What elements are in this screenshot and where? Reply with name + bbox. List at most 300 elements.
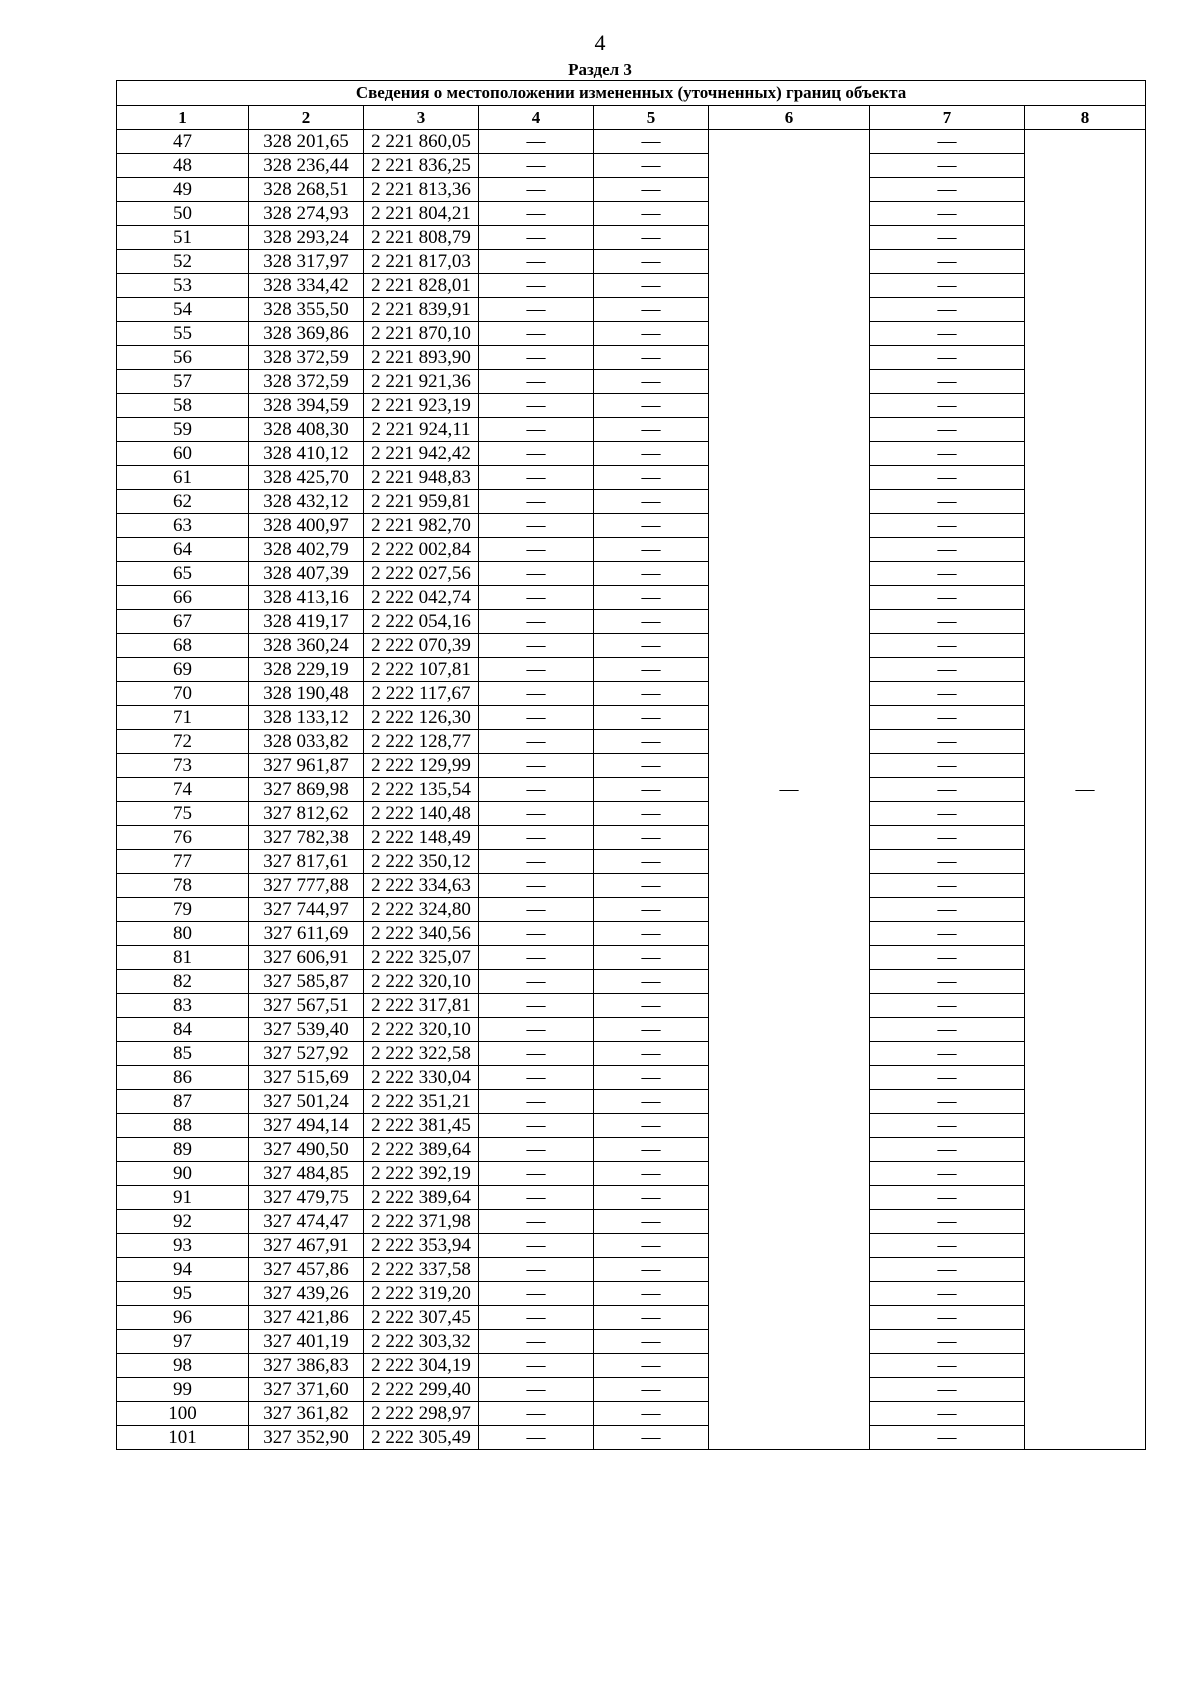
- y-coordinate-cell: 2 221 808,79: [364, 226, 479, 250]
- column-5-cell: —: [594, 1210, 709, 1234]
- x-coordinate-cell: 327 611,69: [249, 922, 364, 946]
- table-row: [117, 154, 1146, 178]
- table-row: [117, 994, 1146, 1018]
- column-4-cell: —: [479, 250, 594, 274]
- column-4-cell: —: [479, 922, 594, 946]
- table-row: [117, 418, 1146, 442]
- column-7-cell: —: [870, 1162, 1025, 1186]
- column-7-cell: —: [870, 778, 1025, 802]
- y-coordinate-cell: 2 221 942,42: [364, 442, 479, 466]
- y-coordinate-cell: 2 222 027,56: [364, 562, 479, 586]
- point-number-cell: 69: [117, 658, 249, 682]
- column-4-cell: —: [479, 1426, 594, 1450]
- column-7-cell: —: [870, 1090, 1025, 1114]
- x-coordinate-cell: 328 229,19: [249, 658, 364, 682]
- point-number-cell: 50: [117, 202, 249, 226]
- column-4-cell: —: [479, 178, 594, 202]
- table-row: [117, 1234, 1146, 1258]
- y-coordinate-cell: 2 222 140,48: [364, 802, 479, 826]
- y-coordinate-cell: 2 222 334,63: [364, 874, 479, 898]
- column-header: 5: [594, 106, 709, 130]
- x-coordinate-cell: 327 777,88: [249, 874, 364, 898]
- x-coordinate-cell: 327 361,82: [249, 1402, 364, 1426]
- point-number-cell: 101: [117, 1426, 249, 1450]
- column-5-cell: —: [594, 1258, 709, 1282]
- x-coordinate-cell: 327 352,90: [249, 1426, 364, 1450]
- column-5-cell: —: [594, 274, 709, 298]
- column-8-merged-cell: —: [1025, 130, 1146, 1450]
- column-7-cell: —: [870, 1306, 1025, 1330]
- y-coordinate-cell: 2 222 148,49: [364, 826, 479, 850]
- column-5-cell: —: [594, 706, 709, 730]
- column-5-cell: —: [594, 754, 709, 778]
- column-header: 3: [364, 106, 479, 130]
- point-number-cell: 100: [117, 1402, 249, 1426]
- y-coordinate-cell: 2 222 129,99: [364, 754, 479, 778]
- y-coordinate-cell: 2 222 126,30: [364, 706, 479, 730]
- point-number-cell: 75: [117, 802, 249, 826]
- point-number-cell: 54: [117, 298, 249, 322]
- table-row: [117, 970, 1146, 994]
- y-coordinate-cell: 2 221 893,90: [364, 346, 479, 370]
- x-coordinate-cell: 328 355,50: [249, 298, 364, 322]
- point-number-cell: 82: [117, 970, 249, 994]
- column-4-cell: —: [479, 874, 594, 898]
- table-body: [117, 130, 1146, 1450]
- table-row: [117, 946, 1146, 970]
- column-7-cell: —: [870, 418, 1025, 442]
- y-coordinate-cell: 2 221 959,81: [364, 490, 479, 514]
- column-5-cell: —: [594, 1306, 709, 1330]
- x-coordinate-cell: 327 515,69: [249, 1066, 364, 1090]
- column-7-cell: —: [870, 346, 1025, 370]
- y-coordinate-cell: 2 222 135,54: [364, 778, 479, 802]
- table-row: [117, 202, 1146, 226]
- x-coordinate-cell: 328 394,59: [249, 394, 364, 418]
- column-header: 2: [249, 106, 364, 130]
- column-5-cell: —: [594, 922, 709, 946]
- x-coordinate-cell: 327 567,51: [249, 994, 364, 1018]
- column-7-cell: —: [870, 514, 1025, 538]
- column-4-cell: —: [479, 946, 594, 970]
- point-number-cell: 88: [117, 1114, 249, 1138]
- column-4-cell: —: [479, 634, 594, 658]
- table-row: [117, 658, 1146, 682]
- table-row: [117, 1210, 1146, 1234]
- column-5-cell: —: [594, 154, 709, 178]
- column-5-cell: —: [594, 898, 709, 922]
- x-coordinate-cell: 328 372,59: [249, 370, 364, 394]
- point-number-cell: 86: [117, 1066, 249, 1090]
- column-7-cell: —: [870, 706, 1025, 730]
- table-row: [117, 346, 1146, 370]
- y-coordinate-cell: 2 222 319,20: [364, 1282, 479, 1306]
- column-4-cell: —: [479, 1402, 594, 1426]
- table-row: [117, 850, 1146, 874]
- column-7-cell: —: [870, 658, 1025, 682]
- y-coordinate-cell: 2 221 804,21: [364, 202, 479, 226]
- x-coordinate-cell: 327 479,75: [249, 1186, 364, 1210]
- column-4-cell: —: [479, 298, 594, 322]
- table-row: [117, 1354, 1146, 1378]
- column-4-cell: —: [479, 202, 594, 226]
- column-4-cell: —: [479, 826, 594, 850]
- point-number-cell: 52: [117, 250, 249, 274]
- column-7-cell: —: [870, 442, 1025, 466]
- column-4-cell: —: [479, 1282, 594, 1306]
- column-7-cell: —: [870, 490, 1025, 514]
- column-7-cell: —: [870, 682, 1025, 706]
- column-5-cell: —: [594, 466, 709, 490]
- column-7-cell: —: [870, 298, 1025, 322]
- point-number-cell: 61: [117, 466, 249, 490]
- column-5-cell: —: [594, 370, 709, 394]
- point-number-cell: 65: [117, 562, 249, 586]
- x-coordinate-cell: 328 410,12: [249, 442, 364, 466]
- y-coordinate-cell: 2 222 371,98: [364, 1210, 479, 1234]
- page-number: 4: [594, 30, 606, 55]
- table-row: [117, 466, 1146, 490]
- column-4-cell: —: [479, 442, 594, 466]
- table-row: [117, 274, 1146, 298]
- column-7-cell: —: [870, 202, 1025, 226]
- column-4-cell: —: [479, 1138, 594, 1162]
- x-coordinate-cell: 327 744,97: [249, 898, 364, 922]
- point-number-cell: 63: [117, 514, 249, 538]
- column-6-merged-cell: —: [709, 130, 870, 1450]
- x-coordinate-cell: 328 419,17: [249, 610, 364, 634]
- point-number-cell: 93: [117, 1234, 249, 1258]
- column-4-cell: —: [479, 1018, 594, 1042]
- point-number-cell: 53: [117, 274, 249, 298]
- x-coordinate-cell: 327 812,62: [249, 802, 364, 826]
- column-5-cell: —: [594, 1354, 709, 1378]
- y-coordinate-cell: 2 221 817,03: [364, 250, 479, 274]
- column-5-cell: —: [594, 874, 709, 898]
- point-number-cell: 56: [117, 346, 249, 370]
- column-5-cell: —: [594, 1090, 709, 1114]
- column-4-cell: —: [479, 1066, 594, 1090]
- point-number-cell: 95: [117, 1282, 249, 1306]
- x-coordinate-cell: 328 360,24: [249, 634, 364, 658]
- point-number-cell: 57: [117, 370, 249, 394]
- column-7-cell: —: [870, 466, 1025, 490]
- column-header: 1: [117, 106, 249, 130]
- y-coordinate-cell: 2 222 340,56: [364, 922, 479, 946]
- column-5-cell: —: [594, 562, 709, 586]
- point-number-cell: 58: [117, 394, 249, 418]
- table-row: [117, 298, 1146, 322]
- x-coordinate-cell: 327 782,38: [249, 826, 364, 850]
- section-title: Раздел 3: [568, 60, 632, 79]
- x-coordinate-cell: 327 539,40: [249, 1018, 364, 1042]
- table-row: [117, 226, 1146, 250]
- x-coordinate-cell: 328 425,70: [249, 466, 364, 490]
- point-number-cell: 68: [117, 634, 249, 658]
- x-coordinate-cell: 327 401,19: [249, 1330, 364, 1354]
- column-5-cell: —: [594, 1066, 709, 1090]
- table-row: [117, 1306, 1146, 1330]
- point-number-cell: 80: [117, 922, 249, 946]
- column-7-cell: —: [870, 922, 1025, 946]
- x-coordinate-cell: 327 467,91: [249, 1234, 364, 1258]
- column-5-cell: —: [594, 250, 709, 274]
- column-7-cell: —: [870, 1234, 1025, 1258]
- y-coordinate-cell: 2 222 325,07: [364, 946, 479, 970]
- table-row: [117, 1330, 1146, 1354]
- table-row: [117, 130, 1146, 154]
- y-coordinate-cell: 2 221 948,83: [364, 466, 479, 490]
- column-4-cell: —: [479, 1306, 594, 1330]
- table-row: [117, 634, 1146, 658]
- column-4-cell: —: [479, 490, 594, 514]
- table-row: [117, 706, 1146, 730]
- point-number-cell: 55: [117, 322, 249, 346]
- column-7-cell: —: [870, 274, 1025, 298]
- column-4-cell: —: [479, 514, 594, 538]
- column-5-cell: —: [594, 994, 709, 1018]
- column-7-cell: —: [870, 1330, 1025, 1354]
- column-4-cell: —: [479, 658, 594, 682]
- y-coordinate-cell: 2 222 107,81: [364, 658, 479, 682]
- table-row: [117, 898, 1146, 922]
- column-5-cell: —: [594, 658, 709, 682]
- point-number-cell: 85: [117, 1042, 249, 1066]
- y-coordinate-cell: 2 222 002,84: [364, 538, 479, 562]
- column-5-cell: —: [594, 946, 709, 970]
- column-4-cell: —: [479, 1186, 594, 1210]
- column-header: 6: [709, 106, 870, 130]
- table-row: [117, 682, 1146, 706]
- x-coordinate-cell: 328 408,30: [249, 418, 364, 442]
- x-coordinate-cell: 328 334,42: [249, 274, 364, 298]
- y-coordinate-cell: 2 222 320,10: [364, 1018, 479, 1042]
- point-number-cell: 73: [117, 754, 249, 778]
- point-number-cell: 92: [117, 1210, 249, 1234]
- column-4-cell: —: [479, 802, 594, 826]
- point-number-cell: 62: [117, 490, 249, 514]
- point-number-cell: 49: [117, 178, 249, 202]
- column-4-cell: —: [479, 754, 594, 778]
- y-coordinate-cell: 2 222 317,81: [364, 994, 479, 1018]
- column-4-cell: —: [479, 538, 594, 562]
- column-4-cell: —: [479, 418, 594, 442]
- point-number-cell: 94: [117, 1258, 249, 1282]
- column-4-cell: —: [479, 706, 594, 730]
- column-7-cell: —: [870, 1210, 1025, 1234]
- table-row: [117, 394, 1146, 418]
- column-7-cell: —: [870, 970, 1025, 994]
- column-4-cell: —: [479, 730, 594, 754]
- column-header: 8: [1025, 106, 1146, 130]
- x-coordinate-cell: 327 421,86: [249, 1306, 364, 1330]
- column-4-cell: —: [479, 610, 594, 634]
- column-7-cell: —: [870, 754, 1025, 778]
- column-7-cell: —: [870, 322, 1025, 346]
- table-row: [117, 826, 1146, 850]
- point-number-cell: 66: [117, 586, 249, 610]
- x-coordinate-cell: 327 490,50: [249, 1138, 364, 1162]
- column-5-cell: —: [594, 1282, 709, 1306]
- column-5-cell: —: [594, 226, 709, 250]
- table-row: [117, 1162, 1146, 1186]
- table-row: [117, 250, 1146, 274]
- column-5-cell: —: [594, 538, 709, 562]
- point-number-cell: 84: [117, 1018, 249, 1042]
- x-coordinate-cell: 328 400,97: [249, 514, 364, 538]
- column-5-cell: —: [594, 610, 709, 634]
- y-coordinate-cell: 2 222 381,45: [364, 1114, 479, 1138]
- table-row: [117, 874, 1146, 898]
- column-4-cell: —: [479, 1378, 594, 1402]
- point-number-cell: 91: [117, 1186, 249, 1210]
- column-4-cell: —: [479, 562, 594, 586]
- column-7-cell: —: [870, 250, 1025, 274]
- column-7-cell: —: [870, 178, 1025, 202]
- column-5-cell: —: [594, 586, 709, 610]
- x-coordinate-cell: 327 527,92: [249, 1042, 364, 1066]
- y-coordinate-cell: 2 222 299,40: [364, 1378, 479, 1402]
- column-4-cell: —: [479, 1210, 594, 1234]
- column-4-cell: —: [479, 970, 594, 994]
- table-row: [117, 754, 1146, 778]
- column-5-cell: —: [594, 1042, 709, 1066]
- table-row: [117, 802, 1146, 826]
- point-number-cell: 96: [117, 1306, 249, 1330]
- y-coordinate-cell: 2 221 923,19: [364, 394, 479, 418]
- column-5-cell: —: [594, 826, 709, 850]
- column-7-cell: —: [870, 634, 1025, 658]
- column-4-cell: —: [479, 778, 594, 802]
- y-coordinate-cell: 2 222 351,21: [364, 1090, 479, 1114]
- point-number-cell: 78: [117, 874, 249, 898]
- point-number-cell: 87: [117, 1090, 249, 1114]
- point-number-cell: 67: [117, 610, 249, 634]
- x-coordinate-cell: 327 961,87: [249, 754, 364, 778]
- column-7-cell: —: [870, 1378, 1025, 1402]
- coordinates-table: [116, 80, 1146, 1450]
- y-coordinate-cell: 2 221 982,70: [364, 514, 479, 538]
- table-row: [117, 1042, 1146, 1066]
- column-4-cell: —: [479, 274, 594, 298]
- x-coordinate-cell: 327 457,86: [249, 1258, 364, 1282]
- column-7-cell: —: [870, 562, 1025, 586]
- column-5-cell: —: [594, 1378, 709, 1402]
- x-coordinate-cell: 327 494,14: [249, 1114, 364, 1138]
- table-row: [117, 1378, 1146, 1402]
- x-coordinate-cell: 328 274,93: [249, 202, 364, 226]
- y-coordinate-cell: 2 222 353,94: [364, 1234, 479, 1258]
- y-coordinate-cell: 2 222 303,32: [364, 1330, 479, 1354]
- column-5-cell: —: [594, 1018, 709, 1042]
- point-number-cell: 64: [117, 538, 249, 562]
- y-coordinate-cell: 2 222 330,04: [364, 1066, 479, 1090]
- column-header: 4: [479, 106, 594, 130]
- x-coordinate-cell: 327 606,91: [249, 946, 364, 970]
- x-coordinate-cell: 327 439,26: [249, 1282, 364, 1306]
- table-row: [117, 1282, 1146, 1306]
- column-7-cell: —: [870, 394, 1025, 418]
- x-coordinate-cell: 328 293,24: [249, 226, 364, 250]
- column-7-cell: —: [870, 226, 1025, 250]
- column-4-cell: —: [479, 1042, 594, 1066]
- y-coordinate-cell: 2 222 070,39: [364, 634, 479, 658]
- x-coordinate-cell: 327 474,47: [249, 1210, 364, 1234]
- y-coordinate-cell: 2 222 320,10: [364, 970, 479, 994]
- column-5-cell: —: [594, 682, 709, 706]
- point-number-cell: 74: [117, 778, 249, 802]
- x-coordinate-cell: 328 236,44: [249, 154, 364, 178]
- column-4-cell: —: [479, 370, 594, 394]
- column-5-cell: —: [594, 394, 709, 418]
- table-row: [117, 538, 1146, 562]
- point-number-cell: 59: [117, 418, 249, 442]
- y-coordinate-cell: 2 221 860,05: [364, 130, 479, 154]
- table-row: [117, 778, 1146, 802]
- column-7-cell: —: [870, 1186, 1025, 1210]
- x-coordinate-cell: 328 432,12: [249, 490, 364, 514]
- column-5-cell: —: [594, 346, 709, 370]
- column-5-cell: —: [594, 634, 709, 658]
- x-coordinate-cell: 328 190,48: [249, 682, 364, 706]
- x-coordinate-cell: 327 386,83: [249, 1354, 364, 1378]
- y-coordinate-cell: 2 222 305,49: [364, 1426, 479, 1450]
- column-4-cell: —: [479, 130, 594, 154]
- y-coordinate-cell: 2 221 870,10: [364, 322, 479, 346]
- column-4-cell: —: [479, 226, 594, 250]
- table-row: [117, 1090, 1146, 1114]
- table-row: [117, 1186, 1146, 1210]
- x-coordinate-cell: 328 268,51: [249, 178, 364, 202]
- column-4-cell: —: [479, 850, 594, 874]
- point-number-cell: 51: [117, 226, 249, 250]
- column-7-cell: —: [870, 826, 1025, 850]
- x-coordinate-cell: 327 484,85: [249, 1162, 364, 1186]
- column-5-cell: —: [594, 322, 709, 346]
- column-4-cell: —: [479, 1090, 594, 1114]
- column-7-cell: —: [870, 586, 1025, 610]
- y-coordinate-cell: 2 222 389,64: [364, 1138, 479, 1162]
- column-7-cell: —: [870, 1258, 1025, 1282]
- y-coordinate-cell: 2 221 828,01: [364, 274, 479, 298]
- table-row: [117, 490, 1146, 514]
- x-coordinate-cell: 328 133,12: [249, 706, 364, 730]
- column-5-cell: —: [594, 298, 709, 322]
- column-7-cell: —: [870, 1402, 1025, 1426]
- column-4-cell: —: [479, 394, 594, 418]
- column-4-cell: —: [479, 1354, 594, 1378]
- table-caption: Сведения о местоположении измененных (уточненных) границ объекта: [117, 81, 1146, 106]
- column-4-cell: —: [479, 994, 594, 1018]
- y-coordinate-cell: 2 221 924,11: [364, 418, 479, 442]
- column-7-cell: —: [870, 370, 1025, 394]
- column-7-cell: —: [870, 1354, 1025, 1378]
- x-coordinate-cell: 328 033,82: [249, 730, 364, 754]
- column-7-cell: —: [870, 802, 1025, 826]
- table-row: [117, 370, 1146, 394]
- y-coordinate-cell: 2 222 324,80: [364, 898, 479, 922]
- x-coordinate-cell: 327 869,98: [249, 778, 364, 802]
- column-5-cell: —: [594, 1234, 709, 1258]
- point-number-cell: 77: [117, 850, 249, 874]
- column-5-cell: —: [594, 970, 709, 994]
- table-row: [117, 1402, 1146, 1426]
- y-coordinate-cell: 2 222 304,19: [364, 1354, 479, 1378]
- y-coordinate-cell: 2 222 042,74: [364, 586, 479, 610]
- table-row: [117, 730, 1146, 754]
- column-4-cell: —: [479, 346, 594, 370]
- column-5-cell: —: [594, 202, 709, 226]
